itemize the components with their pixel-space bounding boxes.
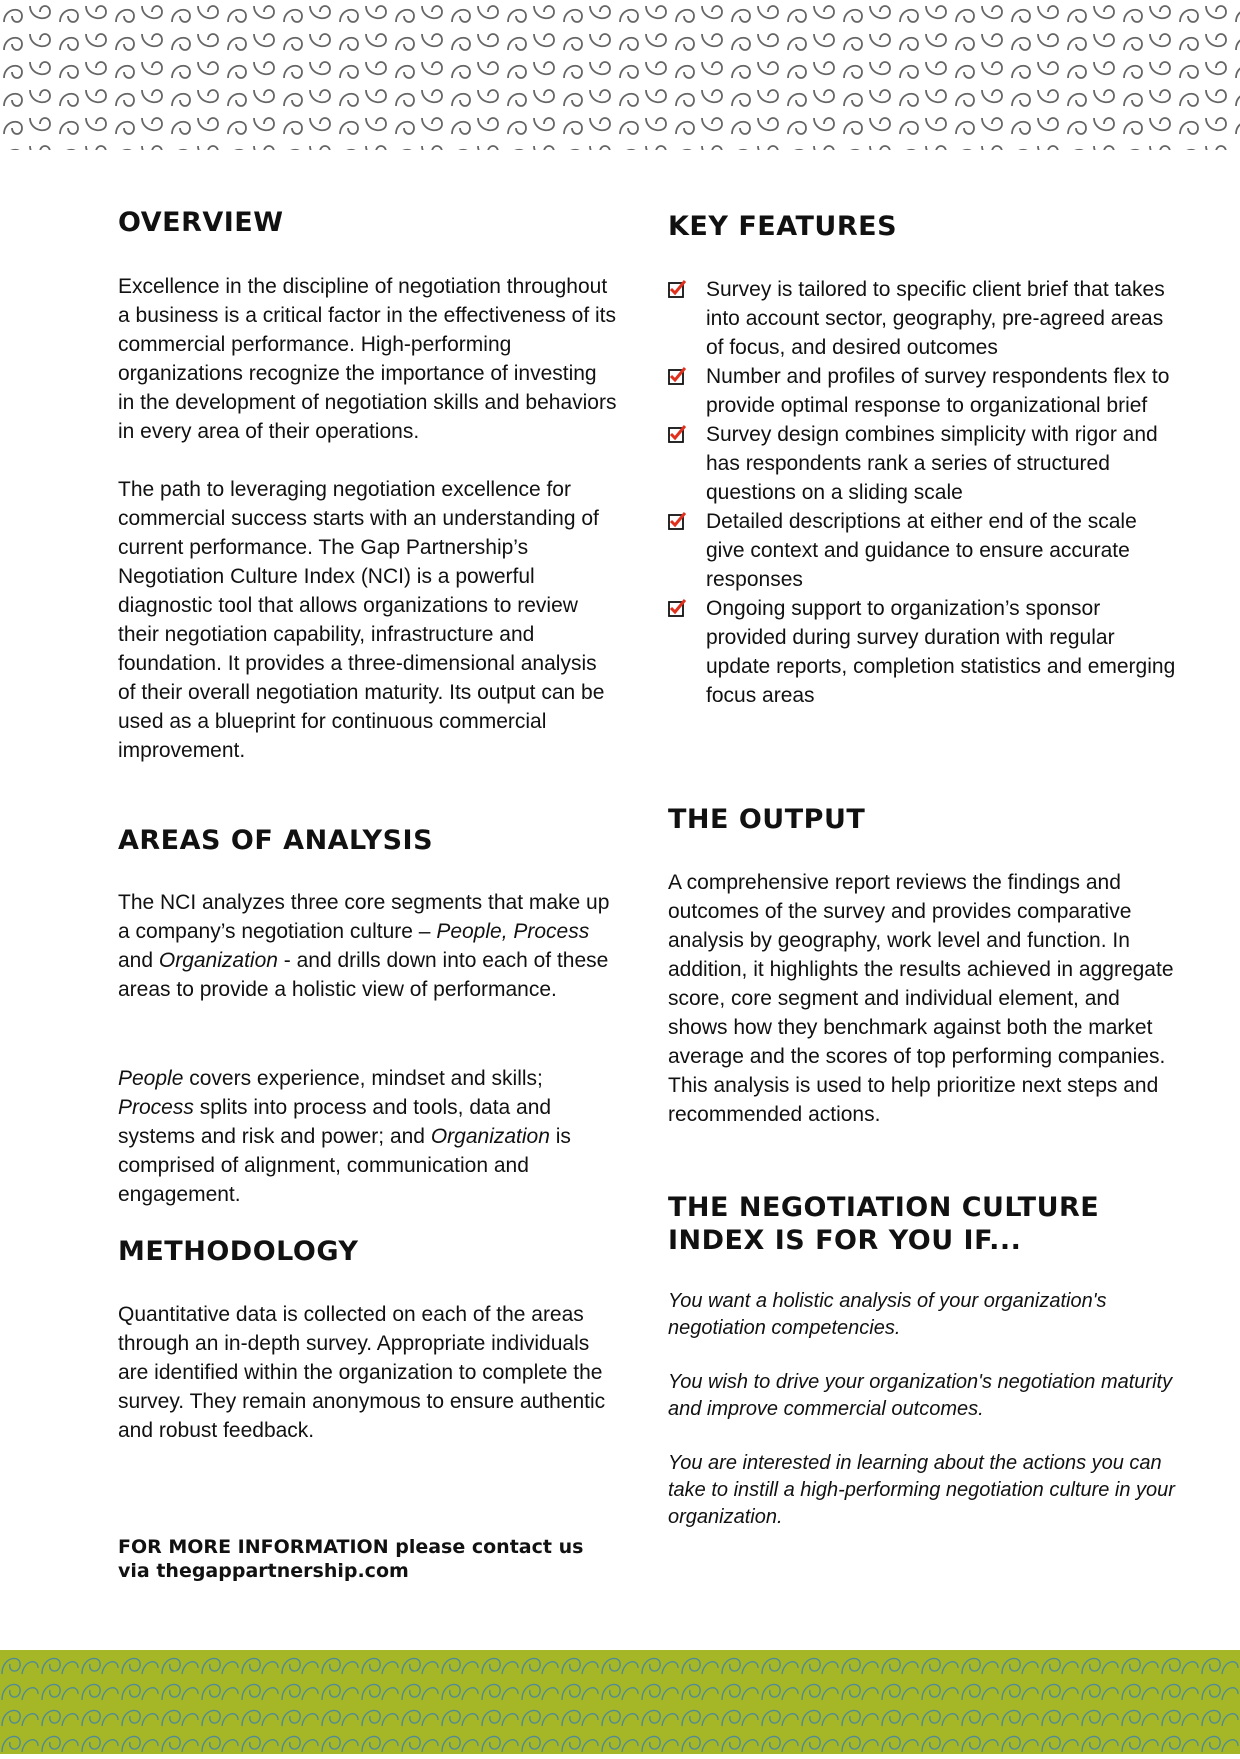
overview-paragraph-1: Excellence in the discipline of negotiation throughout a business is a critical factor in the effectiveness of its commercial performance. High-performing organizations recognize the importance of investing in the development of negotiation skills and behaviors in every area of their operations. — [118, 275, 617, 443]
feature-item: Survey design combines simplicity with rigor and has respondents rank a series of structured questions on a sliding scale — [668, 420, 1178, 507]
bottom-decorative-pattern — [0, 1650, 1240, 1754]
key-features-list — [668, 275, 1178, 710]
for-you-item-2: You wish to drive your organization's negotiation maturity and improve commercial outcomes. — [668, 1371, 1173, 1420]
overview-paragraph-2: The path to leveraging negotiation excellence for commercial success starts with an understanding of current performance. The Gap Partnership’s Negotiation Culture Index (NCI) is a powerful diagnostic tool that allows organizations to review their negotiation capability, infrastructure and foundation. It provides a three-dimensional analysis of their overall negotiation maturity. Its output can be used as a blueprint for continuous commercial improvement. — [118, 478, 605, 762]
checkbox-checked-icon — [668, 599, 686, 617]
contact-line-1: FOR MORE INFORMATION please contact us — [118, 1536, 584, 1558]
feature-item: Detailed descriptions at either end of the scale give context and guidance to ensure accurate responses — [668, 507, 1178, 594]
leaf-pattern-icon — [0, 1650, 1240, 1754]
feature-item: Number and profiles of survey respondents flex to provide optimal response to organizational brief — [668, 362, 1178, 420]
top-decorative-pattern — [0, 0, 1240, 150]
areas-heading: AREAS OF ANALYSIS — [118, 825, 434, 856]
contact-info — [118, 1535, 618, 1583]
checkbox-checked-icon — [668, 425, 686, 443]
checkbox-checked-icon — [668, 512, 686, 530]
overview-heading: OVERVIEW — [118, 207, 284, 238]
feature-item: Ongoing support to organization’s sponsor provided during survey duration with regular update reports, completion statistics and emerging focus areas — [668, 594, 1178, 710]
areas-paragraph-2: People covers experience, mindset and skills; Process splits into process and tools, data and systems and risk and power; and Organization is comprised of alignment, communication and engagement. — [118, 1067, 571, 1206]
checkbox-checked-icon — [668, 367, 686, 385]
for-you-heading — [668, 1191, 1178, 1257]
people-term: People — [118, 1067, 184, 1090]
key-features-heading: KEY FEATURES — [668, 211, 898, 242]
for-you-item-1: You want a holistic analysis of your organization's negotiation competencies. — [668, 1290, 1107, 1339]
swirl-pattern-icon — [0, 0, 1240, 150]
methodology-heading: METHODOLOGY — [118, 1236, 359, 1267]
for-you-item-3: You are interested in learning about the actions you can take to instill a high-performing negotiation culture in your organization. — [668, 1452, 1175, 1528]
areas-paragraph-1: The NCI analyzes three core segments that make up a company’s negotiation culture – People, Process and Organization - and drills down into each of these areas to provide a holistic view of performance. — [118, 891, 610, 1001]
feature-item: Survey is tailored to specific client brief that takes into account sector, geography, pre-agreed areas of focus, and desired outcomes — [668, 275, 1178, 362]
contact-line-2[interactable]: via thegappartnership.com — [118, 1560, 409, 1582]
organization-term-2: Organization — [430, 1125, 550, 1148]
checkbox-checked-icon — [668, 280, 686, 298]
process-term: Process — [118, 1096, 194, 1119]
people-process-term: People, Process — [436, 920, 590, 943]
organization-term: Organization — [158, 949, 278, 972]
output-paragraph: A comprehensive report reviews the findings and outcomes of the survey and provides comparative analysis by geography, work level and function. In addition, it highlights the results achieved in aggregate score, core segment and individual element, and shows how they benchmark against both the market average and the scores of top performing companies. This analysis is used to help prioritize next steps and recommended actions. — [668, 871, 1174, 1126]
output-heading: THE OUTPUT — [668, 804, 866, 835]
for-you-heading-line-1: THE NEGOTIATION CULTURE — [668, 1192, 1100, 1223]
for-you-heading-line-2: INDEX IS FOR YOU IF... — [668, 1225, 1022, 1256]
methodology-paragraph: Quantitative data is collected on each of the areas through an in-depth survey. Appropriate individuals are identified within the organization to complete the survey. They remain anonymous to ensure authentic and robust feedback. — [118, 1303, 606, 1442]
